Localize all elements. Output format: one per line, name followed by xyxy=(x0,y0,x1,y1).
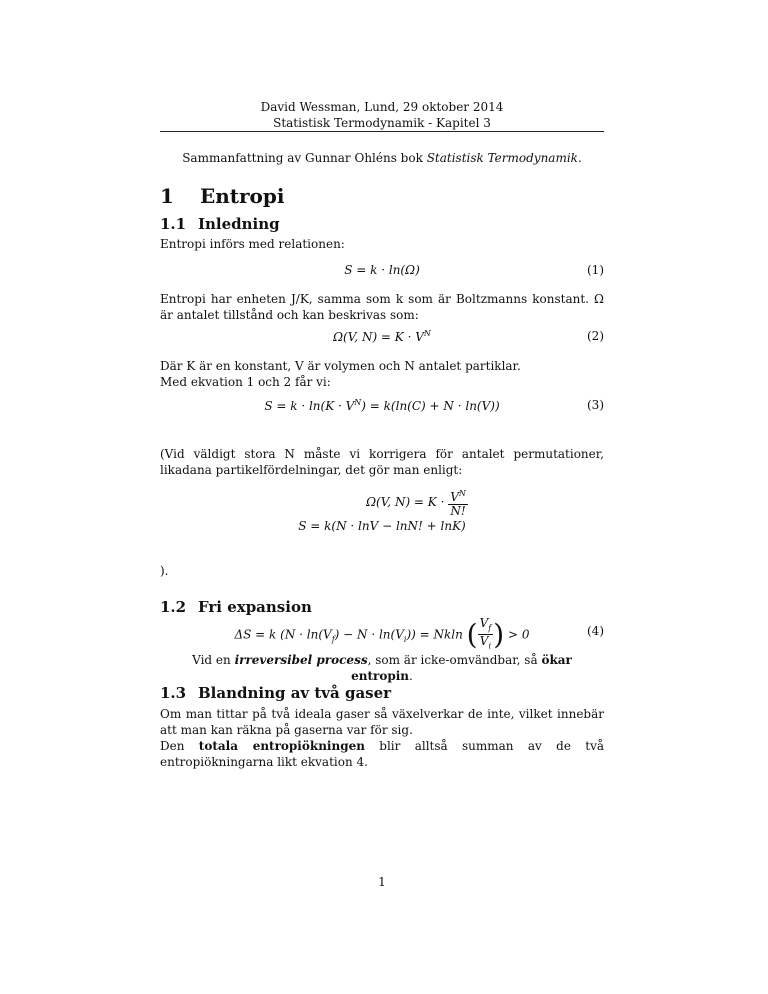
header-title-line: Statistisk Termodynamik - Kapitel 3 xyxy=(273,116,491,130)
equation-math: $S = k \cdot \ln(K \cdot V^N) = k(\ln(C) + N \cdot \ln(V))$ xyxy=(264,398,500,413)
equation-1 xyxy=(160,263,604,281)
intro-line xyxy=(160,150,604,166)
text-run: , som är icke-omvändbar, så xyxy=(367,653,542,667)
paragraph: Entropi införs med relationen: xyxy=(160,237,345,251)
paragraph: Om man tittar på två ideala gaser så växelverkar de inte, vilket innebär att man kan räkna på gaserna var för sig. xyxy=(160,707,604,737)
emphasis-entropy-increase: ökar entropin xyxy=(351,653,572,683)
header-author-line: David Wessman, Lund, 29 oktober 2014 xyxy=(260,100,504,114)
subsection-title: Inledning xyxy=(198,215,280,233)
subsection-title: Blandning av två gaser xyxy=(198,684,392,702)
subsection-number: 1.1 xyxy=(160,215,187,233)
equation-number: (4) xyxy=(587,624,604,638)
intro-book-title: Statistisk Termodynamik xyxy=(426,151,578,165)
emphasis-irreversible: irreversibel process xyxy=(234,653,368,667)
paragraph xyxy=(160,738,604,770)
paragraph-line: Med ekvation 1 och 2 får vi: xyxy=(160,375,331,389)
paragraph xyxy=(160,652,604,684)
section-heading xyxy=(160,184,284,208)
equation-3 xyxy=(160,398,604,416)
subsection-heading-1-2 xyxy=(160,598,312,616)
header-rule xyxy=(160,131,604,132)
document-header xyxy=(160,99,604,131)
subsection-number: 1.2 xyxy=(160,598,187,616)
equation-permutation-omega xyxy=(160,487,604,517)
emphasis-total-entropy: totala entropiökningen xyxy=(198,739,365,753)
intro-prefix: Sammanfattning av Gunnar Ohléns bok xyxy=(182,151,427,165)
equation-number: (3) xyxy=(587,398,604,412)
equation-math: S = k · ln(Ω) xyxy=(344,263,420,277)
section-number: 1 xyxy=(160,184,174,208)
subsection-heading-1-3 xyxy=(160,684,391,702)
equation-4 xyxy=(160,616,604,651)
equation-number: (2) xyxy=(587,329,604,343)
paragraph: Entropi har enheten J/K, samma som k som är Boltzmanns konstant. Ω är antalet tillstånd och kan beskrivas som: xyxy=(160,292,604,322)
text-run: blir alltså summan av de två entropiökningarna likt ekvation 4. xyxy=(160,739,605,769)
text-run: . xyxy=(409,669,413,683)
equation-number: (1) xyxy=(587,263,604,277)
intro-suffix: . xyxy=(577,151,582,165)
section-title: Entropi xyxy=(200,184,285,208)
equation-permutation-entropy xyxy=(160,519,604,537)
equation-2 xyxy=(160,329,604,347)
subsection-number: 1.3 xyxy=(160,684,187,702)
paragraph: ). xyxy=(160,564,169,578)
equation-math: ΔS = k $(N \cdot \ln(V_f) - N \cdot \ln(V_i)) = Nkln$ ( $\frac{V_f}{V_i}$ ) > 0 xyxy=(234,616,530,651)
equation-math: Ω(V, N) = K · $\frac{V^N}{N!}$ xyxy=(366,489,466,518)
equation-math: S = k(N · lnV − lnN! + lnK) xyxy=(298,519,466,533)
subsection-heading-1-1 xyxy=(160,215,280,233)
equation-math: Ω(V, $N) = K \cdot V^N$ xyxy=(333,329,431,344)
paragraph xyxy=(160,358,604,390)
subsection-title: Fri expansion xyxy=(198,598,312,616)
text-run: Den xyxy=(160,739,199,753)
page-number: 1 xyxy=(378,875,386,889)
paragraph-line: Där K är en konstant, V är volymen och N antalet partiklar. xyxy=(160,359,521,373)
paragraph: (Vid väldigt stora N måste vi korrigera för antalet permutationer, likadana partikelfördelningar, det gör man enligt: xyxy=(160,447,604,477)
text-run: Vid en xyxy=(192,653,235,667)
